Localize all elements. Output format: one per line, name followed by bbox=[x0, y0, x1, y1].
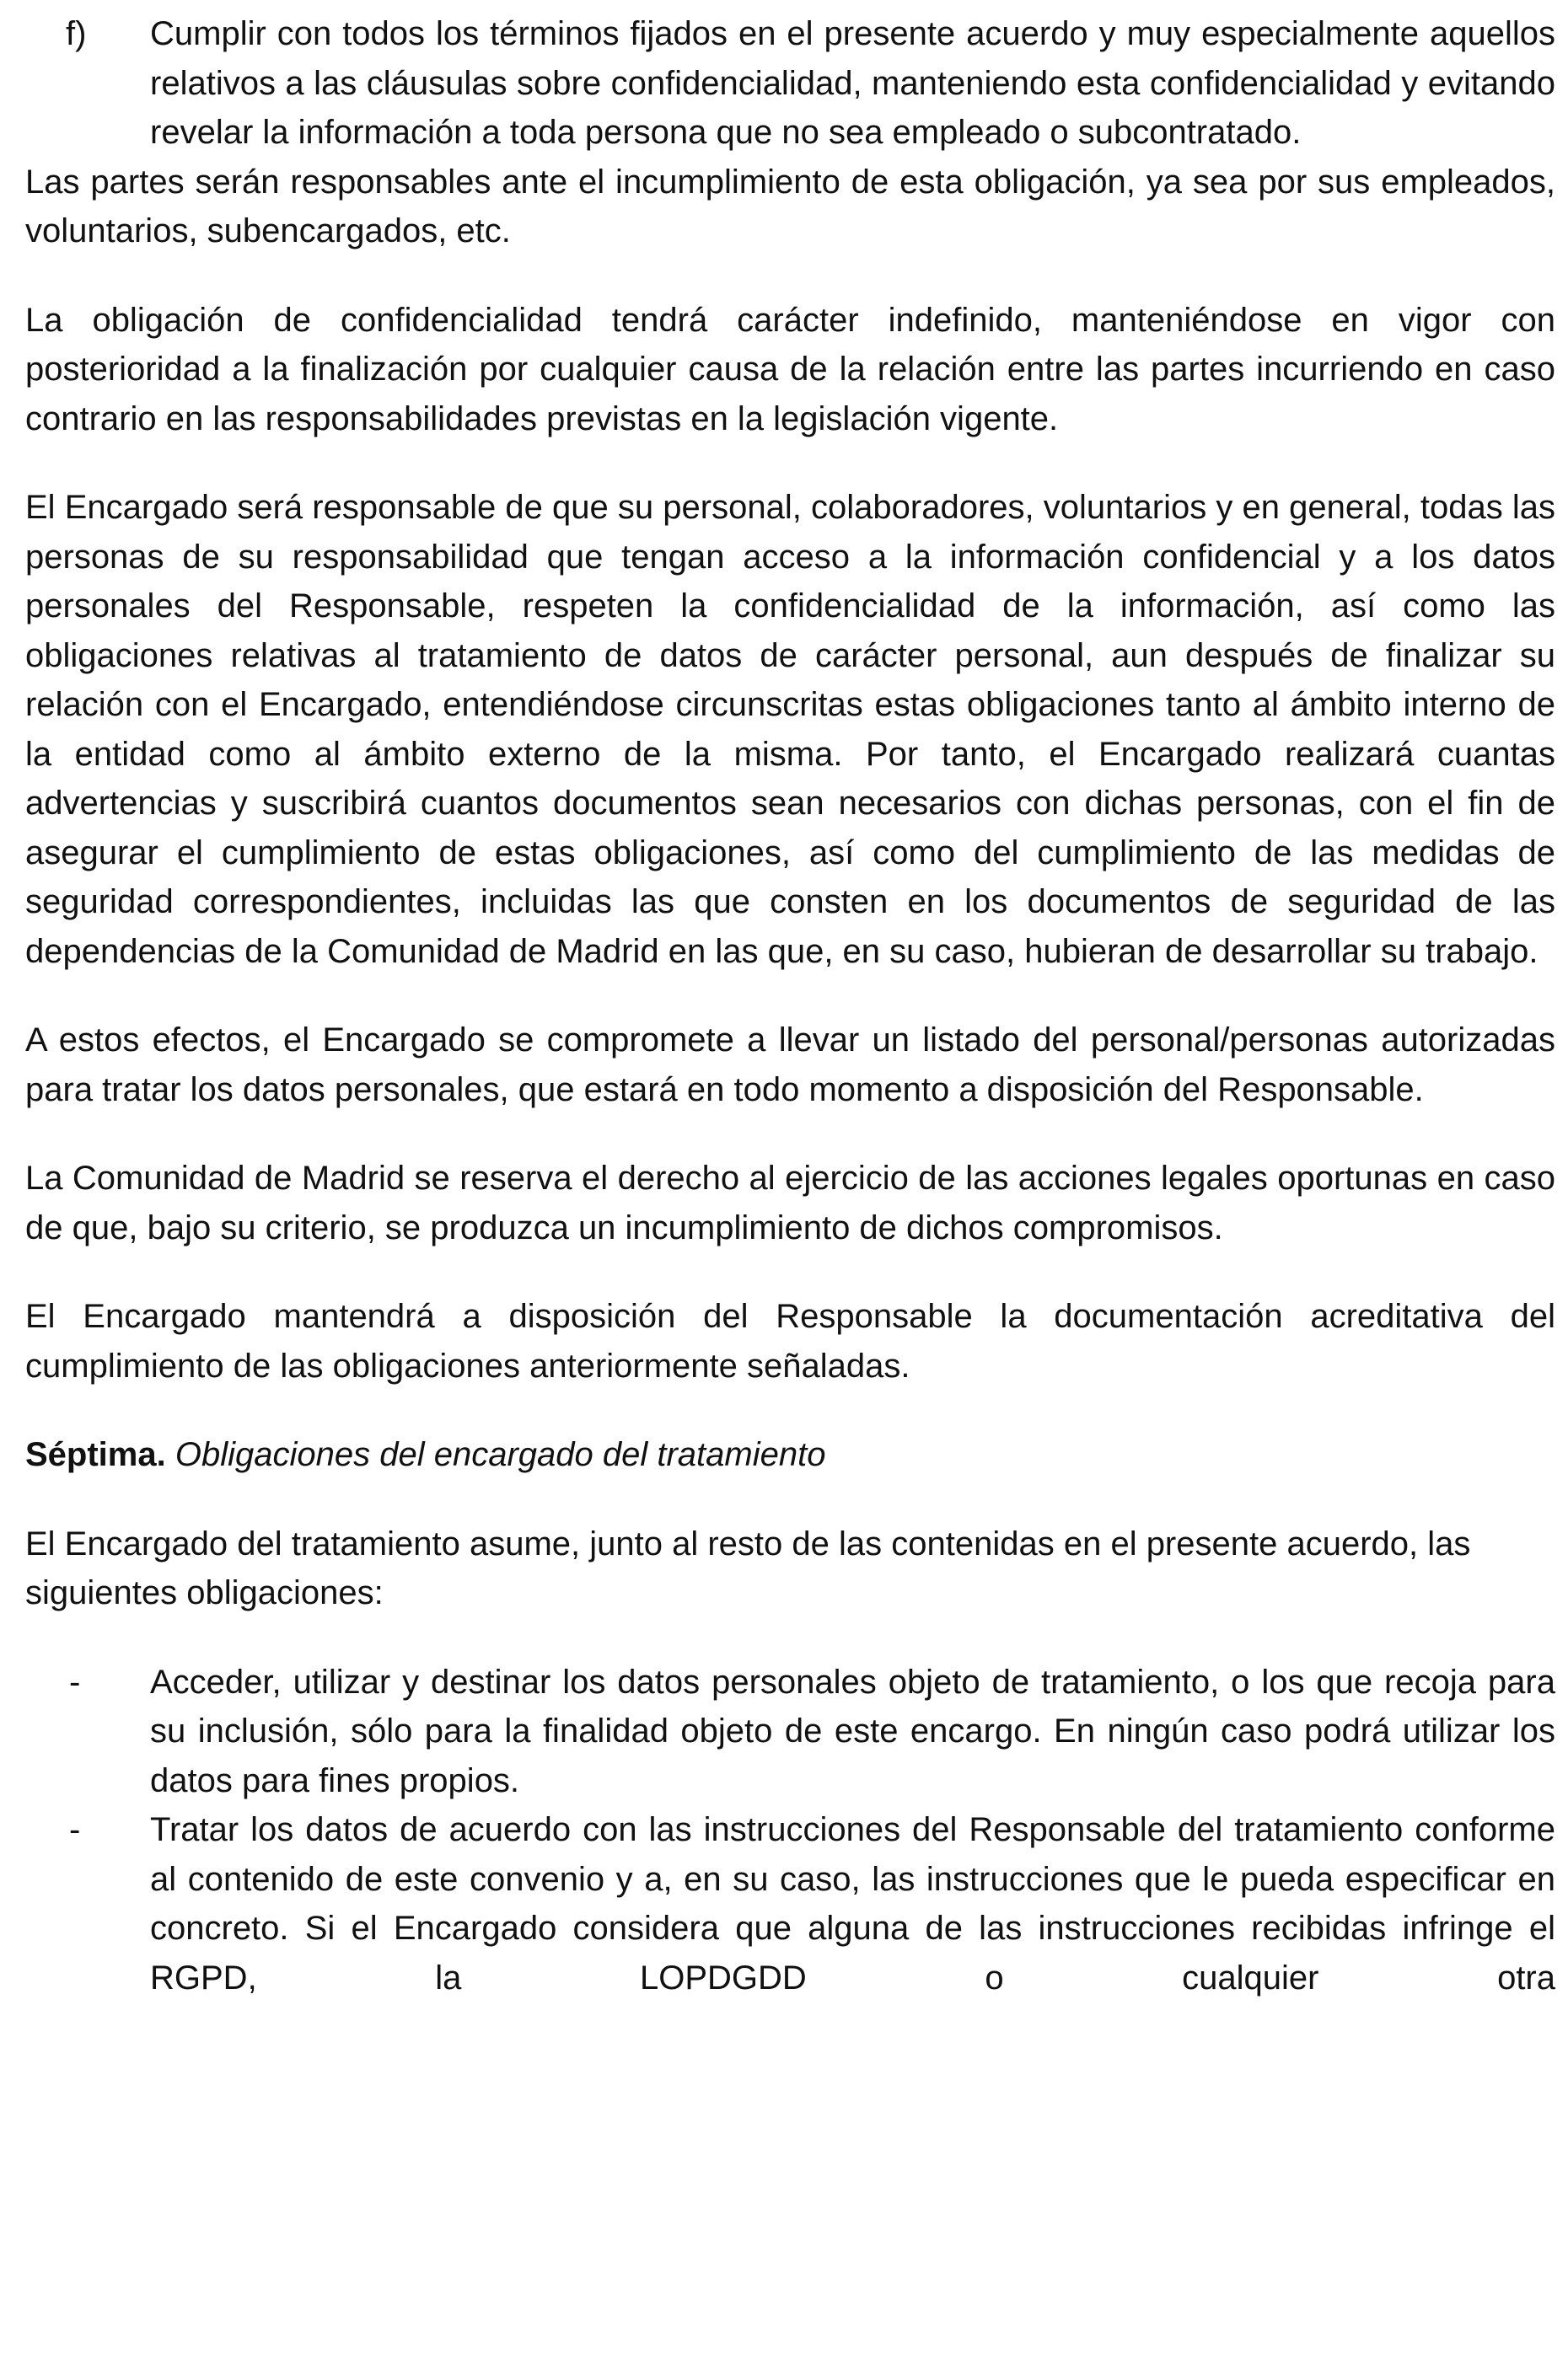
section-title: Obligaciones del encargado del tratamiento bbox=[175, 1436, 826, 1473]
section-number: Séptima. bbox=[25, 1436, 166, 1473]
paragraph: La obligación de confidencialidad tendrá carácter indefinido, manteniéndose en vigor con posterioridad a la finalización por cualquier causa de la relación entre las partes incurriendo en caso contrario en las responsabilidades previstas en la legislación vigente. bbox=[25, 301, 1555, 437]
list-item-text: Tratar los datos de acuerdo con las instrucciones del Responsable del tratamiento conforme al contenido de este convenio y a, en su caso, las instrucciones que le pueda especificar en concreto. Si el Encargado considera que alguna de las instrucciones recibidas infringe el RGPD, la LOPDGDD o cualquier otra bbox=[150, 1811, 1555, 1997]
list-item bbox=[25, 1658, 1555, 1806]
list-item-text: Cumplir con todos los términos fijados en el presente acuerdo y muy especialmente aquellos relativos a las cláusulas sobre confidencialidad, manteniendo esta confidencialidad y evitando revelar la información a toda persona que no sea empleado o subcontratado. bbox=[150, 15, 1555, 151]
paragraph: El Encargado mantendrá a disposición del Responsable la documentación acreditativa del cumplimiento de las obligaciones anteriormente señaladas. bbox=[25, 1298, 1555, 1385]
paragraph: El Encargado será responsable de que su personal, colaboradores, voluntarios y en general, todas las personas de su responsabilidad que tengan acceso a la información confidencial y a los datos personales del Responsable, respeten la confidencialidad de la información, así como las obligaciones relativas al tratamiento de datos de carácter personal, aun después de finalizar su relación con el Encargado, entendiéndose circunscritas estas obligaciones tanto al ámbito interno de la entidad como al ámbito externo de la misma. Por tanto, el Encargado realizará cuantas advertencias y suscribirá cuantos documentos sean necesarios con dichas personas, con el fin de asegurar el cumplimiento de estas obligaciones, así como del cumplimiento de las medidas de seguridad correspondientes, incluidas las que consten en los documentos de seguridad de las dependencias de la Comunidad de Madrid en las que, en su caso, hubieran de desarrollar su trabajo. bbox=[25, 489, 1555, 970]
list-marker: f) bbox=[66, 15, 87, 52]
paragraph: Las partes serán responsables ante el incumplimiento de esta obligación, ya sea por sus empleados, voluntarios, subencargados, etc. bbox=[25, 163, 1555, 249]
list-item-text: Acceder, utilizar y destinar los datos personales objeto de tratamiento, o los que recoja para su inclusión, sólo para la finalidad objeto de este encargo. En ningún caso podrá utilizar los datos para fines propios. bbox=[150, 1663, 1555, 1799]
dash-bullet: - bbox=[69, 1663, 81, 1701]
list-item bbox=[25, 1805, 1555, 2002]
list-item-f bbox=[25, 9, 1555, 158]
obligations-list bbox=[25, 1658, 1555, 2003]
dash-bullet: - bbox=[69, 1811, 81, 1848]
document-page bbox=[25, 9, 1555, 2002]
section-heading bbox=[25, 1430, 1555, 1480]
paragraph: La Comunidad de Madrid se reserva el derecho al ejercicio de las acciones legales oportunas en caso de que, bajo su criterio, se produzca un incumplimiento de dichos compromisos. bbox=[25, 1160, 1555, 1246]
section-intro: El Encargado del tratamiento asume, junto al resto de las contenidas en el presente acuerdo, las siguientes obligaciones: bbox=[25, 1525, 1471, 1611]
paragraph: A estos efectos, el Encargado se compromete a llevar un listado del personal/personas autorizadas para tratar los datos personales, que estará en todo momento a disposición del Responsable. bbox=[25, 1021, 1555, 1108]
